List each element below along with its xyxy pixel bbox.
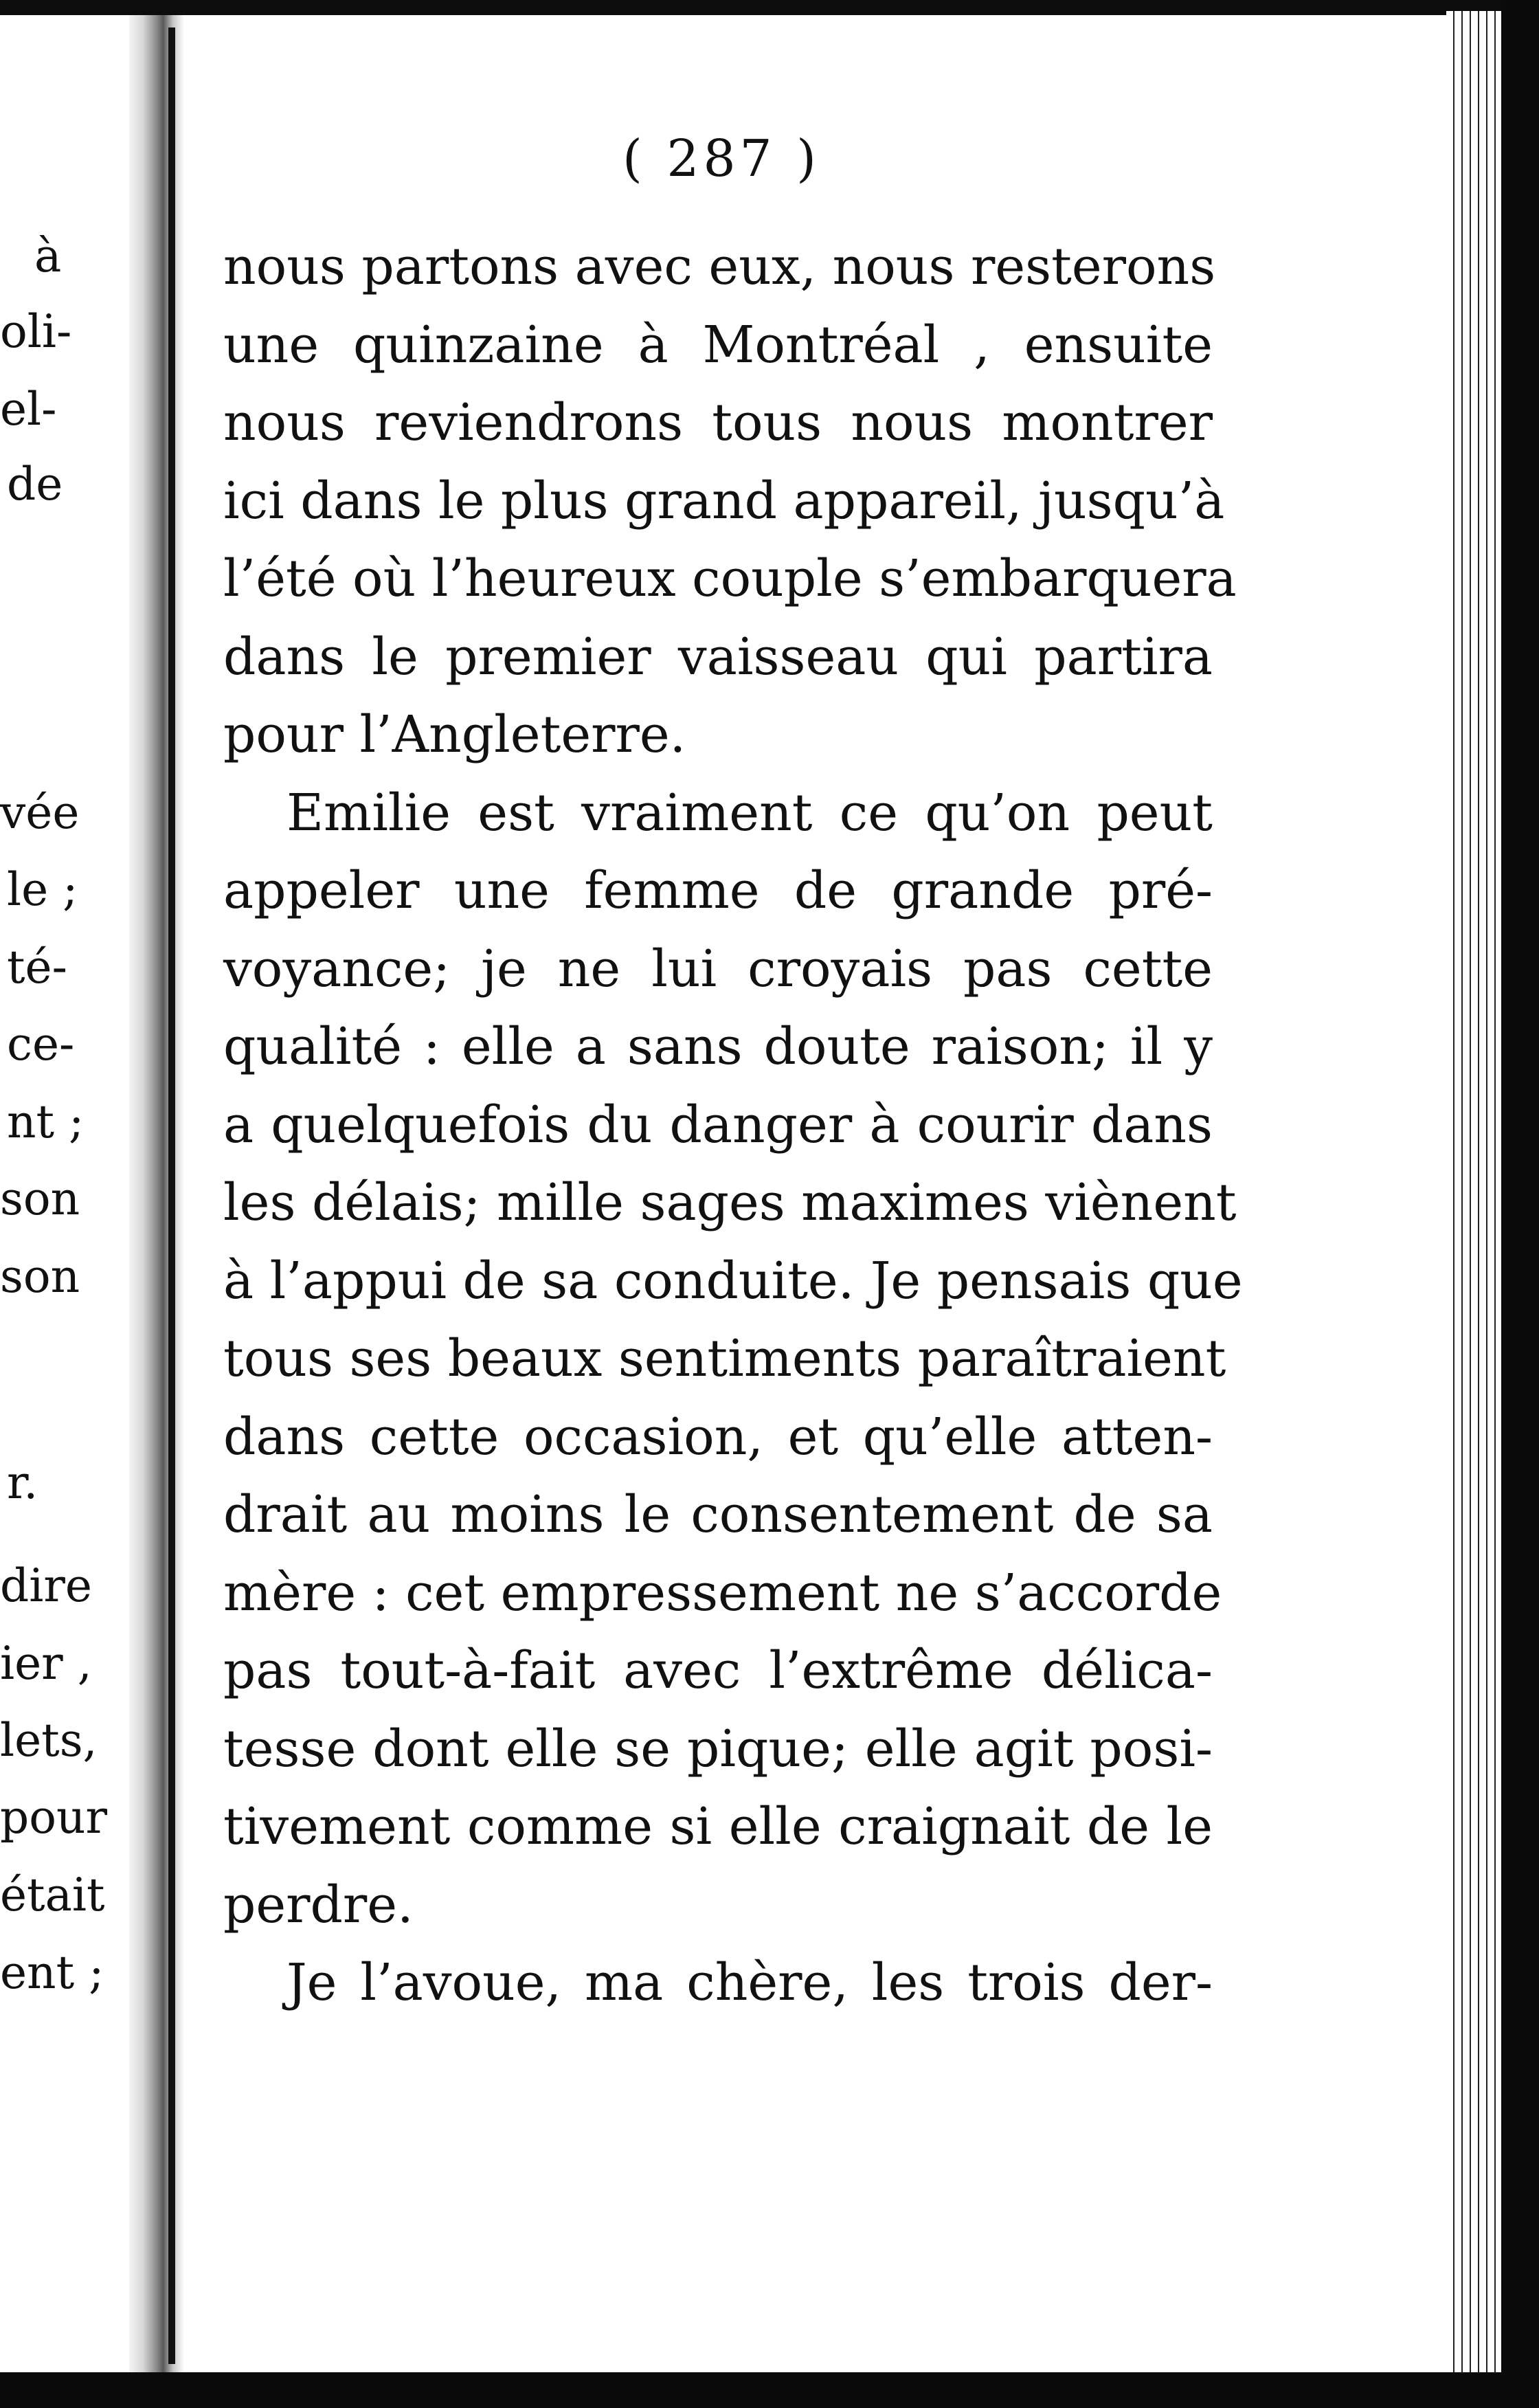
- facing-fragment: ier ,: [0, 1637, 92, 1690]
- paragraph: [223, 774, 1243, 1945]
- scan-right-border: [1501, 0, 1539, 2408]
- text-line: Je l’avoue, ma chère, les trois der-: [287, 1953, 1213, 2012]
- text-line: tivement comme si elle craignait de le: [223, 1797, 1213, 1856]
- book-gutter: [129, 15, 184, 2372]
- text-line: Emilie est vraiment ce qu’on peut: [287, 783, 1213, 843]
- text-line: pour l’Angleterre.: [223, 705, 686, 764]
- text-line: tous ses beaux sentiments paraîtraient: [223, 1329, 1226, 1388]
- facing-fragment: dire: [0, 1559, 92, 1612]
- facing-fragment: son: [0, 1250, 80, 1303]
- facing-fragment: pour: [0, 1791, 108, 1844]
- page-number: ( 287 ): [622, 129, 821, 188]
- text-line: les délais; mille sages maximes viènent: [223, 1173, 1237, 1232]
- facing-fragment: nt ;: [7, 1095, 85, 1148]
- paragraph: [223, 228, 1237, 774]
- text-line: une quinzaine à Montréal , ensuite: [223, 315, 1213, 375]
- text-line: perdre.: [223, 1875, 414, 1935]
- facing-fragment: à: [34, 230, 62, 282]
- text-line: dans cette occasion, et qu’elle atten-: [223, 1407, 1213, 1467]
- text-line: à l’appui de sa conduite. Je pensais que: [223, 1251, 1243, 1311]
- text-line: appeler une femme de grande pré-: [223, 861, 1213, 920]
- text-line: ici dans le plus grand appareil, jusqu’à: [223, 471, 1225, 531]
- facing-fragment: el-: [0, 383, 57, 436]
- facing-fragment: de: [7, 458, 63, 511]
- facing-fragment: son: [0, 1172, 80, 1225]
- facing-fragment: ce-: [7, 1018, 75, 1071]
- text-line: nous reviendrons tous nous montrer: [223, 393, 1213, 452]
- text-line: mère : cet empressement ne s’accorde: [223, 1563, 1222, 1623]
- gutter-shadow: [168, 27, 175, 2364]
- text-line: l’été où l’heureux couple s’embarquera: [223, 549, 1237, 608]
- facing-fragment: té-: [7, 941, 67, 994]
- facing-fragment: vée: [0, 786, 80, 839]
- facing-fragment: ent ;: [0, 1946, 104, 1999]
- scan-bottom-border: [0, 2372, 1539, 2408]
- text-line: voyance; je ne lui croyais pas cette: [223, 939, 1213, 999]
- text-line: a quelquefois du danger à courir dans: [223, 1095, 1213, 1155]
- paragraph: [223, 1944, 1213, 2022]
- facing-fragment: lets,: [0, 1714, 98, 1767]
- facing-page-text: [0, 0, 131, 2408]
- text-line: tesse dont elle se pique; elle agit posi-: [223, 1719, 1213, 1779]
- text-line: drait au moins le consentement de sa: [223, 1485, 1213, 1544]
- scan-top-border: [0, 0, 1539, 15]
- page-body: [223, 228, 1243, 2022]
- facing-fragment: r.: [7, 1456, 38, 1509]
- text-line: nous partons avec eux, nous resterons: [223, 237, 1216, 296]
- facing-fragment: oli-: [0, 305, 72, 358]
- page-edges: [1446, 11, 1501, 2375]
- facing-fragment: le ;: [7, 863, 78, 916]
- text-line: qualité : elle a sans doute raison; il y: [223, 1017, 1213, 1076]
- text-line: dans le premier vaisseau qui partira: [223, 627, 1213, 687]
- text-line: pas tout-à-fait avec l’extrême délica-: [223, 1641, 1213, 1700]
- facing-fragment: était: [0, 1869, 105, 1921]
